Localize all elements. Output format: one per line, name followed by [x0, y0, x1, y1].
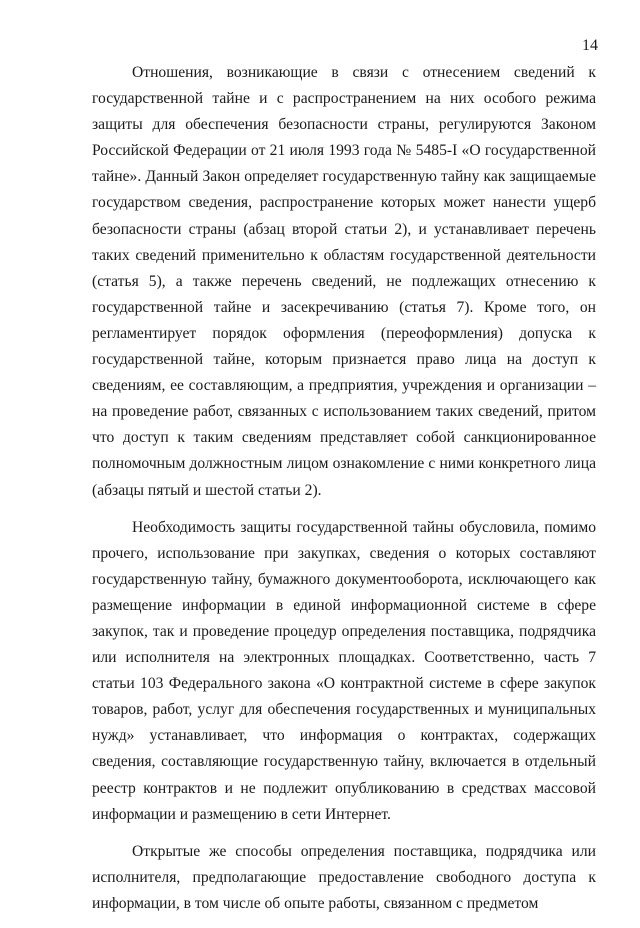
paragraph-2: Необходимость защиты государственной тайны обусловила, помимо прочего, использование при закупках, сведения о которых составляют государственную тайну, бумажного документооборота, исключающего как размещение информации в единой информационной системе в сфере закупок, так и проведение процедур определения поставщика, подрядчика или исполнителя на электронных площадках. Соответственно, часть 7 статьи 103 Федерального закона «О контрактной системе в сфере закупок товаров, работ, услуг для обеспечения государственных и муниципальных нужд» устанавливает, что информация о контрактах, содержащих сведения, составляющие государственную тайну, включается в отдельный реестр контрактов и не подлежит опубликованию в средствах массовой информации и размещению в сети Интернет.	[92, 518, 596, 823]
document-body	[92, 60, 596, 928]
page-number: 14	[582, 37, 598, 54]
paragraph-1: Отношения, возникающие в связи с отнесением сведений к государственной тайне и с распространением на них особого режима защиты для обеспечения безопасности страны, регулируются Законом Российской Федерации от 21 июля 1993 года № 5485-I «О государственной тайне». Данный Закон определяет государственную тайну как защищаемые государством сведения, распространение которых может нанести ущерб безопасности страны (абзац второй статьи 2), и устанавливает перечень таких сведений применительно к областям государственной деятельности (статья 5), а также перечень сведений, не подлежащих отнесению к государственной тайне и засекречиванию (статья 7). Кроме того, он регламентирует порядок оформления (переоформления) допуска к государственной тайне, которым признается право лица на доступ к сведениям, ее составляющим, а предприятия, учреждения и организации – на проведение работ, связанных с использованием таких сведений, притом что доступ к таким сведениям представляет собой санкционированное полномочным должностным лицом ознакомление с ними конкретного лица (абзацы пятый и шестой статьи 2).	[92, 64, 596, 499]
paragraph-3: Открытые же способы определения поставщика, подрядчика или исполнителя, предполагающие предоставление свободного доступа к информации, в том числе об опыте работы, связанном с предметом	[92, 842, 596, 912]
